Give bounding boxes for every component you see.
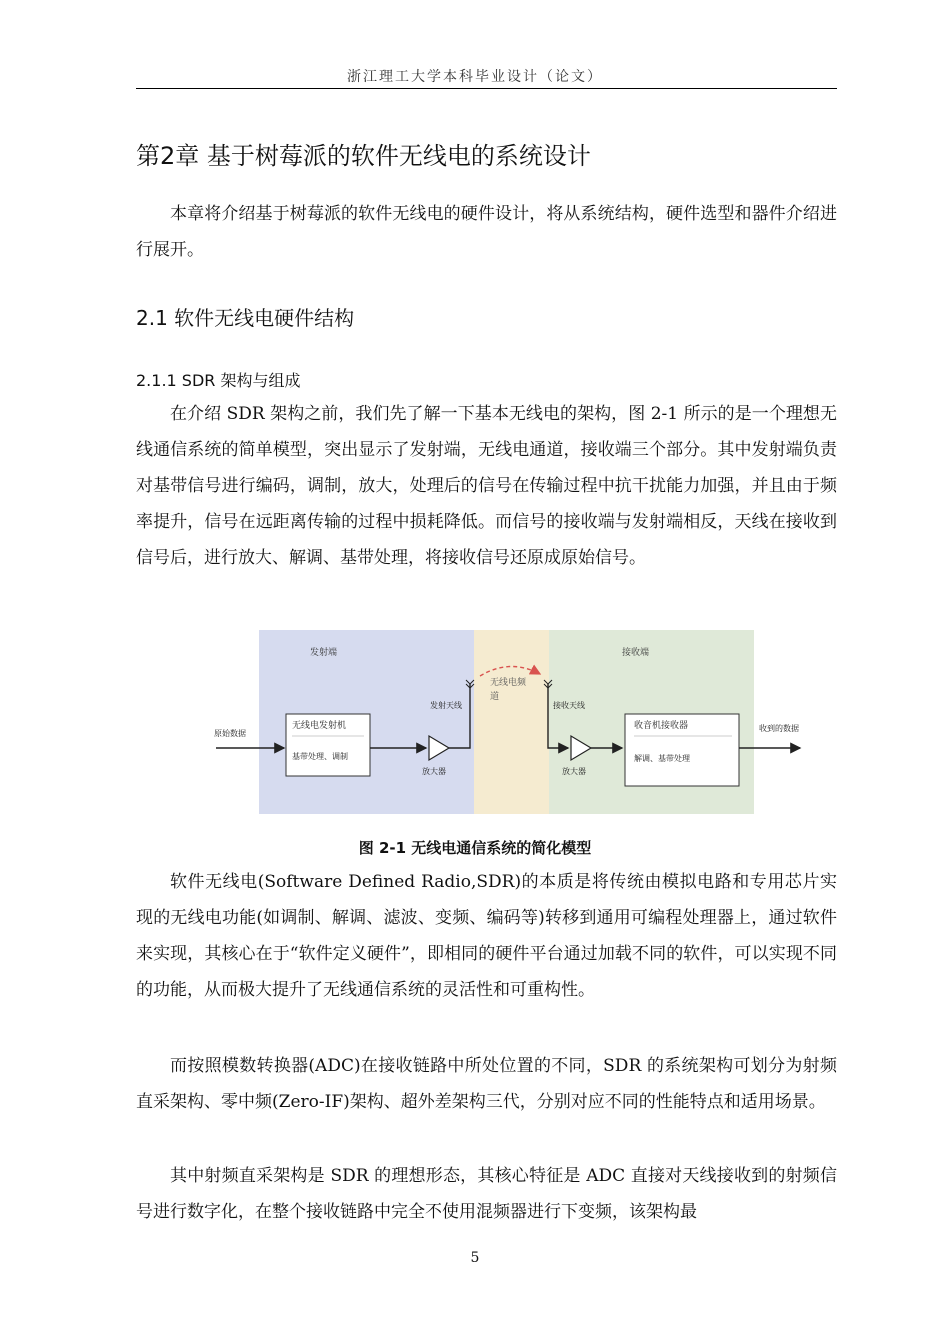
tx-amp-label: 放大器 (422, 767, 446, 776)
figure-2-1 (204, 628, 804, 816)
receiver-box-sub: 解调、基带处理 (634, 754, 690, 763)
running-header: 浙江理工大学本科毕业设计（论文） (347, 69, 603, 85)
channel-region (474, 630, 549, 814)
rx-antenna-label: 接收天线 (553, 701, 585, 710)
receive-region-label: 接收端 (622, 648, 650, 658)
transmit-region-label: 发射端 (310, 648, 338, 658)
body-paragraph-3: 而按照模数转换器(ADC)在接收链路中所处位置的不同，SDR 的系统架构可划分为射频直采架构、零中频(Zero-IF)架构、超外差架构三代，分别对应不同的性能特点和适用场景。 (136, 1056, 837, 1112)
body-paragraph-1: 在介绍 SDR 架构之前，我们先了解一下基本无线电的架构，图 2-1 所示的是一个理想无线通信系统的简单模型，突出显示了发射端，无线电通道，接收端三个部分。其中发射端负责对基带信号进行编码，调制，放大，处理后的信号在传输过程中抗干扰能力加强，并且由于频率提升，信号在远距离传输的过程中损耗降低。而信号的接收端与发射端相反，天线在接收到信号后，进行放大、解调、基带处理，将接收信号还原成原始信号。 (136, 404, 837, 568)
page-number: 5 (470, 1250, 480, 1266)
input-label: 原始数据 (214, 729, 246, 738)
body-paragraph-4: 其中射频直采架构是 SDR 的理想形态，其核心特征是 ADC 直接对天线接收到的射频信号进行数字化，在整个接收链路中完全不使用混频器进行下变频，该架构最 (136, 1166, 837, 1222)
tx-antenna-label: 发射天线 (430, 701, 462, 710)
rx-amp-label: 放大器 (562, 767, 586, 776)
section-heading-2-1-1: 2.1.1 SDR 架构与组成 (136, 371, 301, 390)
output-label: 收到的数据 (759, 724, 799, 733)
chapter-title: 第2章 基于树莓派的软件无线电的系统设计 (136, 142, 591, 170)
channel-region-label-line1: 无线电频 (490, 678, 527, 688)
section-heading-2-1: 2.1 软件无线电硬件结构 (136, 306, 355, 330)
header-rule (136, 88, 837, 89)
transmitter-box-sub: 基带处理、调制 (292, 752, 348, 761)
body-paragraph-2: 软件无线电(Software Defined Radio,SDR)的本质是将传统由模拟电路和专用芯片实现的无线电功能(如调制、解调、滤波、变频、编码等)转移到通用可编程处理器上，通过软件来实现，其核心在于“软件定义硬件”，即相同的硬件平台通过加载不同的软件，可以实现不同的功能，从而极大提升了无线通信系统的灵活性和可重构性。 (136, 872, 837, 1000)
receiver-box-title: 收音机接收器 (634, 721, 689, 731)
figure-caption: 图 2-1 无线电通信系统的简化模型 (358, 839, 592, 857)
intro-paragraph: 本章将介绍基于树莓派的软件无线电的硬件设计，将从系统结构，硬件选型和器件介绍进行展开。 (136, 204, 837, 260)
transmitter-box-title: 无线电发射机 (292, 721, 347, 731)
channel-region-label-line2: 道 (490, 692, 500, 702)
